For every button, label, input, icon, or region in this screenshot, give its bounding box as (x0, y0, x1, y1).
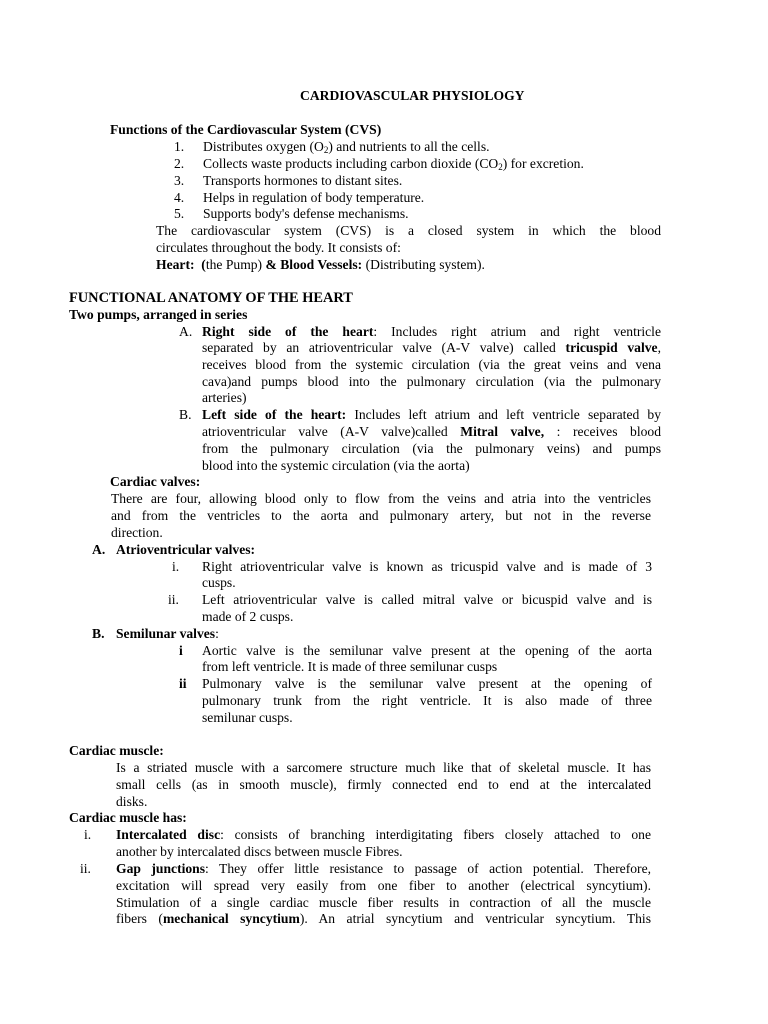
left-heart-line: blood into the systemic circulation (via the aorta) (202, 458, 470, 473)
sl-item-line: pulmonary trunk from the right ventricle. It is also made of three (202, 693, 652, 708)
subheading-two-pumps: Two pumps, arranged in series (69, 307, 248, 322)
colon: : (215, 626, 219, 641)
heart-label: Heart: (156, 257, 195, 272)
intercalated-line: another by intercalated discs between muscle Fibres. (116, 844, 403, 859)
gap-junction-line (116, 911, 651, 928)
roman-marker: i (179, 643, 183, 658)
cvs-summary-line: The cardiovascular system (CVS) is a closed system in which the blood (156, 223, 661, 238)
valves-text-line: direction. (111, 525, 163, 540)
list-marker: B. (179, 407, 192, 422)
cvs-components (156, 257, 485, 274)
list-item-text: Helps in regulation of body temperature. (203, 190, 425, 205)
muscle-text-line: Is a striated muscle with a sarcomere structure much like that of skeletal muscle. It has (116, 760, 651, 775)
intercalated-line (116, 827, 651, 844)
list-item-text: ) and nutrients to all the cells. (328, 139, 490, 154)
sl-item-line: Aortic valve is the semilunar valve present at the opening of the aorta (202, 643, 652, 658)
cvs-summary-line: circulates throughout the body. It consists of: (156, 240, 401, 255)
text: : Includes right atrium and right ventricle (373, 324, 661, 339)
intercalated-disc-term: Intercalated disc (116, 827, 221, 842)
text: atrioventricular valve (A-V valve)called (202, 424, 448, 439)
sl-item-line: Pulmonary valve is the semilunar valve present at the opening of (202, 676, 652, 691)
left-heart-label: Left side of the heart: (202, 407, 347, 422)
gap-junction-line: excitation will spread very easily from one fiber to another (electrical syncytium). (116, 878, 651, 893)
list-item-text: ) for excretion. (502, 156, 584, 171)
list-item-number: 2. (174, 156, 185, 171)
list-item (203, 156, 584, 173)
roman-marker: ii. (80, 861, 91, 876)
text: : consists of branching interdigitating fibers closely attached to one (220, 827, 651, 842)
text: Includes left atrium and left ventricle separated by (354, 407, 661, 422)
roman-marker: i. (84, 827, 92, 842)
roman-marker: ii (179, 676, 187, 691)
muscle-text-line: disks. (116, 794, 148, 809)
muscle-text-line: small cells (as in smooth muscle), firmly connected end to end at the intercalated (116, 777, 651, 792)
subscript: 2 (498, 162, 503, 172)
list-item-text: Collects waste products including carbon dioxide (CO (203, 156, 499, 171)
functions-heading: Functions of the Cardiovascular System (CVS) (110, 122, 382, 137)
sl-item-line: semilunar cusps. (202, 710, 293, 725)
list-marker: B. (92, 626, 105, 641)
cardiac-muscle-has-heading: Cardiac muscle has: (69, 810, 187, 825)
vessels-label: & Blood Vessels: (265, 257, 363, 272)
sl-item-line: from left ventricle. It is made of three semilunar cusps (202, 659, 498, 674)
text: fibers ( (116, 911, 163, 926)
right-heart-line (202, 324, 661, 341)
cardiac-valves-heading: Cardiac valves: (110, 474, 201, 489)
list-item-number: 4. (174, 190, 185, 205)
roman-marker: i. (172, 559, 180, 574)
text: ). An atrial syncytium and ventricular syncytium. This (299, 911, 651, 926)
list-item (203, 139, 490, 156)
list-item-text: Transports hormones to distant sites. (203, 173, 403, 188)
text: , (657, 340, 661, 355)
paren: ( (201, 257, 206, 272)
list-item-number: 5. (174, 206, 185, 221)
right-heart-line: arteries) (202, 390, 247, 405)
page-title: CARDIOVASCULAR PHYSIOLOGY (300, 88, 525, 103)
list-item-number: 3. (174, 173, 185, 188)
av-item-line: cusps. (202, 575, 236, 590)
left-heart-line (202, 407, 661, 424)
right-heart-line (202, 340, 661, 357)
text: : They offer little resistance to passage of action potential. Therefore, (205, 861, 652, 876)
list-marker: A. (92, 542, 106, 557)
heart-desc: the Pump) (205, 257, 263, 272)
right-heart-line: cava)and pumps blood into the pulmonary circulation (via the pulmonary (202, 374, 661, 389)
list-item-text: Supports body's defense mechanisms. (203, 206, 409, 221)
cardiac-muscle-heading: Cardiac muscle: (69, 743, 164, 758)
sl-valves-heading-line (116, 626, 219, 643)
gap-junctions-term: Gap junctions (116, 861, 206, 876)
text: separated by an atrioventricular valve (A-V valve) called (202, 340, 556, 355)
right-heart-line: receives blood from the systemic circulation (via the great veins and vena (202, 357, 661, 372)
av-valves-heading: Atrioventricular valves: (116, 542, 256, 557)
gap-junction-line (116, 861, 651, 878)
tricuspid-valve-term: tricuspid valve (565, 340, 658, 355)
av-item-line: made of 2 cusps. (202, 609, 294, 624)
list-marker: A. (179, 324, 193, 339)
valves-text-line: and from the ventricles to the aorta and pulmonary artery, but not in the reverse (111, 508, 651, 523)
left-heart-line (202, 424, 661, 441)
sl-valves-heading: Semilunar valves (116, 626, 216, 641)
right-heart-label: Right side of the heart (202, 324, 374, 339)
subscript: 2 (323, 145, 329, 155)
valves-text-line: There are four, allowing blood only to flow from the veins and atria into the ventricles (111, 491, 651, 506)
roman-marker: ii. (168, 592, 179, 607)
text: : receives blood (556, 424, 661, 439)
av-item-line: Left atrioventricular valve is called mitral valve or bicuspid valve and is (202, 592, 652, 607)
list-item-text: Distributes oxygen (O (203, 139, 324, 154)
vessels-desc: (Distributing system). (365, 257, 485, 272)
mechanical-syncytium-term: mechanical syncytium (162, 911, 300, 926)
mitral-valve-term: Mitral valve, (460, 424, 545, 439)
list-item-number: 1. (174, 139, 185, 154)
section-heading-anatomy: FUNCTIONAL ANATOMY OF THE HEART (69, 290, 353, 306)
av-item-line: Right atrioventricular valve is known as tricuspid valve and is made of 3 (202, 559, 652, 574)
gap-junction-line: Stimulation of a single cardiac muscle fiber results in contraction of all the muscle (116, 895, 651, 910)
left-heart-line: from the pulmonary circulation (via the pulmonary veins) and pumps (202, 441, 661, 456)
